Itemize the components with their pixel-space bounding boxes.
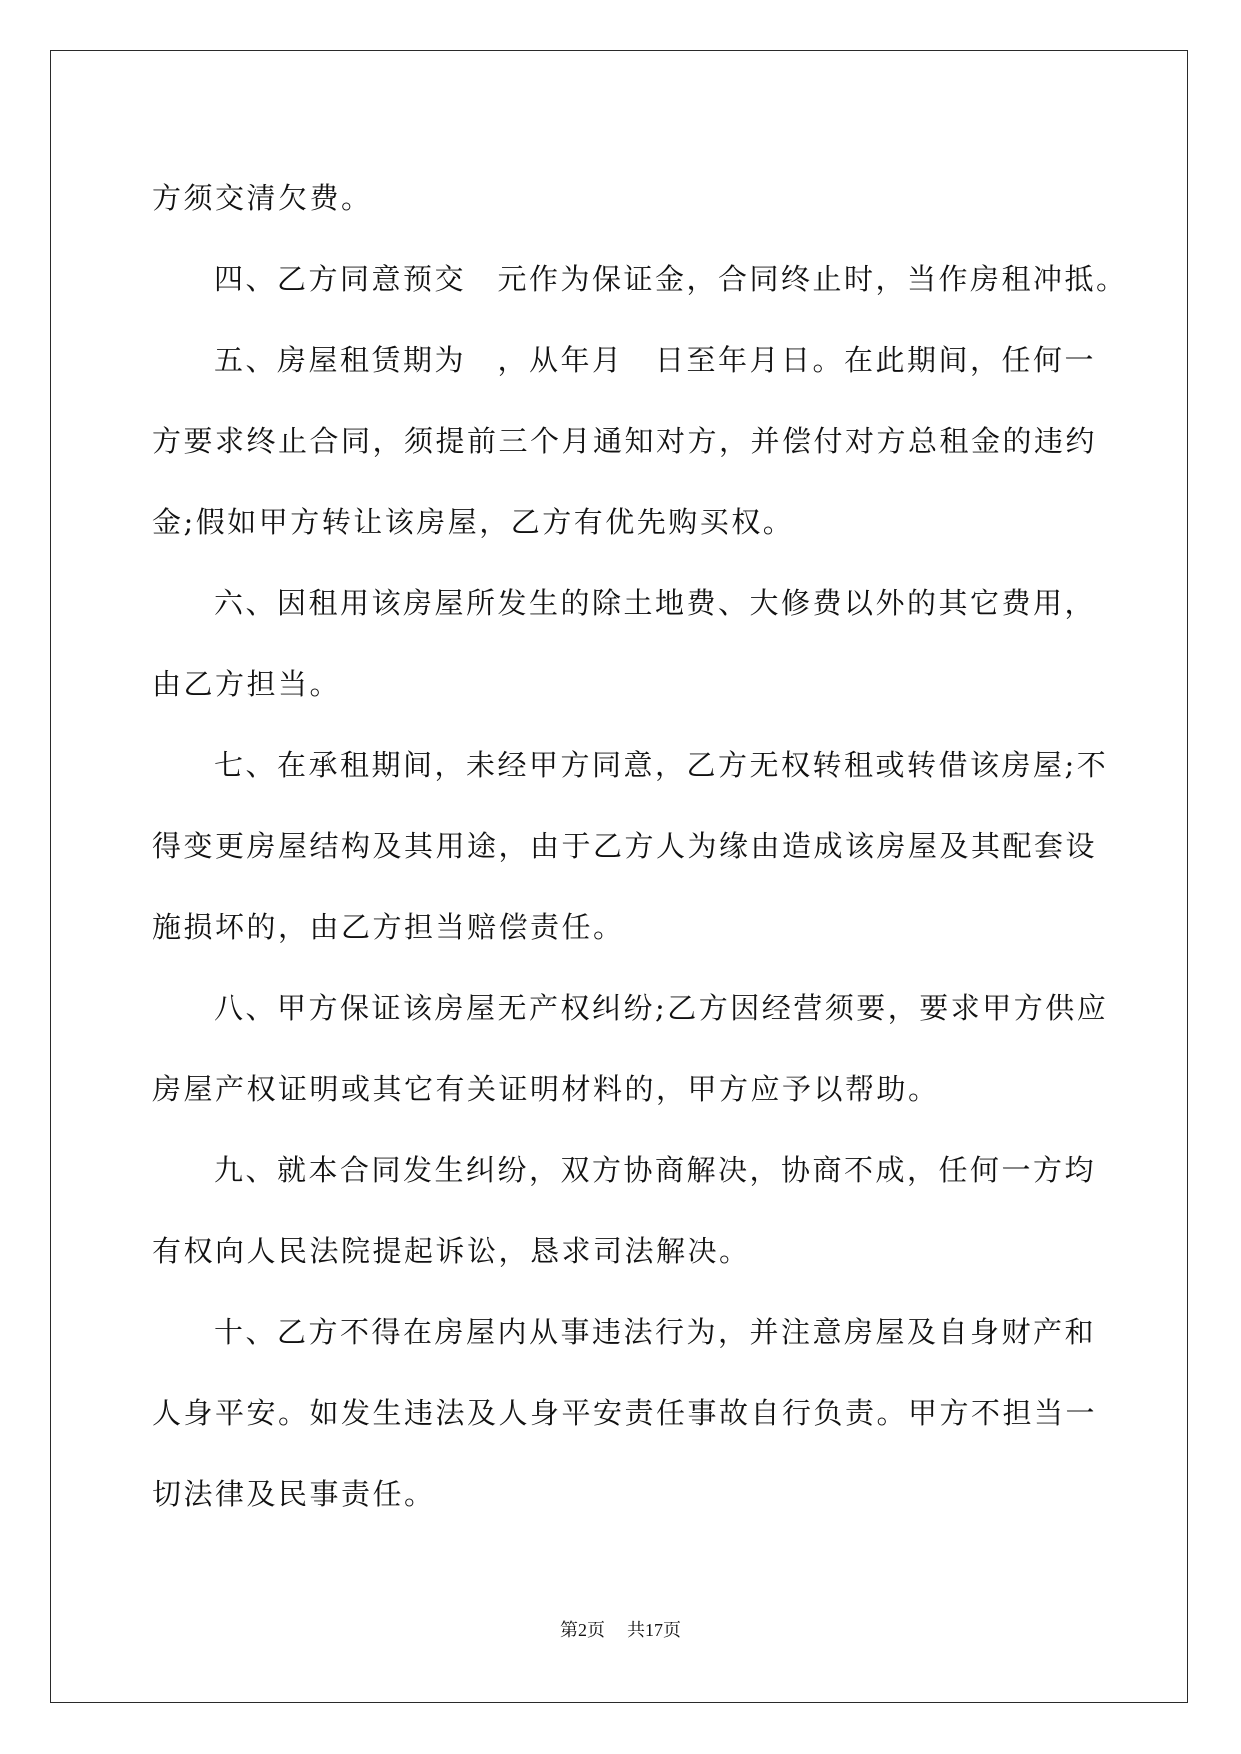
- text-line: 人身平安。如发生违法及人身平安责任事故自行负责。甲方不担当一: [152, 1396, 1098, 1430]
- clause-10: 十、乙方不得在房屋内从事违法行为，并注意房屋及自身财产和: [214, 1315, 1097, 1349]
- clause-5: 五、房屋租赁期为 ，从年月 日至年月日。在此期间，任何一: [214, 343, 1097, 377]
- document-body: [152, 158, 1128, 1535]
- clause-6: 六、因租用该房屋所发生的除土地费、大修费以外的其它费用，: [214, 586, 1097, 620]
- text-line: 房屋产权证明或其它有关证明材料的，甲方应予以帮助。: [152, 1072, 940, 1106]
- text-line: 由乙方担当。: [152, 667, 342, 701]
- text-line: 切法律及民事责任。: [152, 1477, 436, 1511]
- clause-7: 七、在承租期间，未经甲方同意，乙方无权转租或转借该房屋;不: [214, 748, 1109, 782]
- page-footer: [0, 1616, 1241, 1642]
- text-line: 金;假如甲方转让该房屋，乙方有优先购买权。: [152, 505, 795, 539]
- text-line: 方要求终止合同，须提前三个月通知对方，并偿付对方总租金的违约: [152, 424, 1098, 458]
- clause-4: 四、乙方同意预交 元作为保证金，合同终止时，当作房租冲抵。: [214, 262, 1128, 296]
- page-total: 共17页: [627, 1620, 681, 1640]
- text-line: 有权向人民法院提起诉讼，恳求司法解决。: [152, 1234, 751, 1268]
- clause-9: 九、就本合同发生纠纷，双方协商解决，协商不成，任何一方均: [214, 1153, 1097, 1187]
- text-line: 方须交清欠费。: [152, 181, 373, 215]
- clause-8: 八、甲方保证该房屋无产权纠纷;乙方因经营须要，要求甲方供应: [214, 991, 1109, 1025]
- text-line: 得变更房屋结构及其用途，由于乙方人为缘由造成该房屋及其配套设: [152, 829, 1098, 863]
- text-line: 施损坏的，由乙方担当赔偿责任。: [152, 910, 625, 944]
- page-number: 第2页: [560, 1620, 605, 1640]
